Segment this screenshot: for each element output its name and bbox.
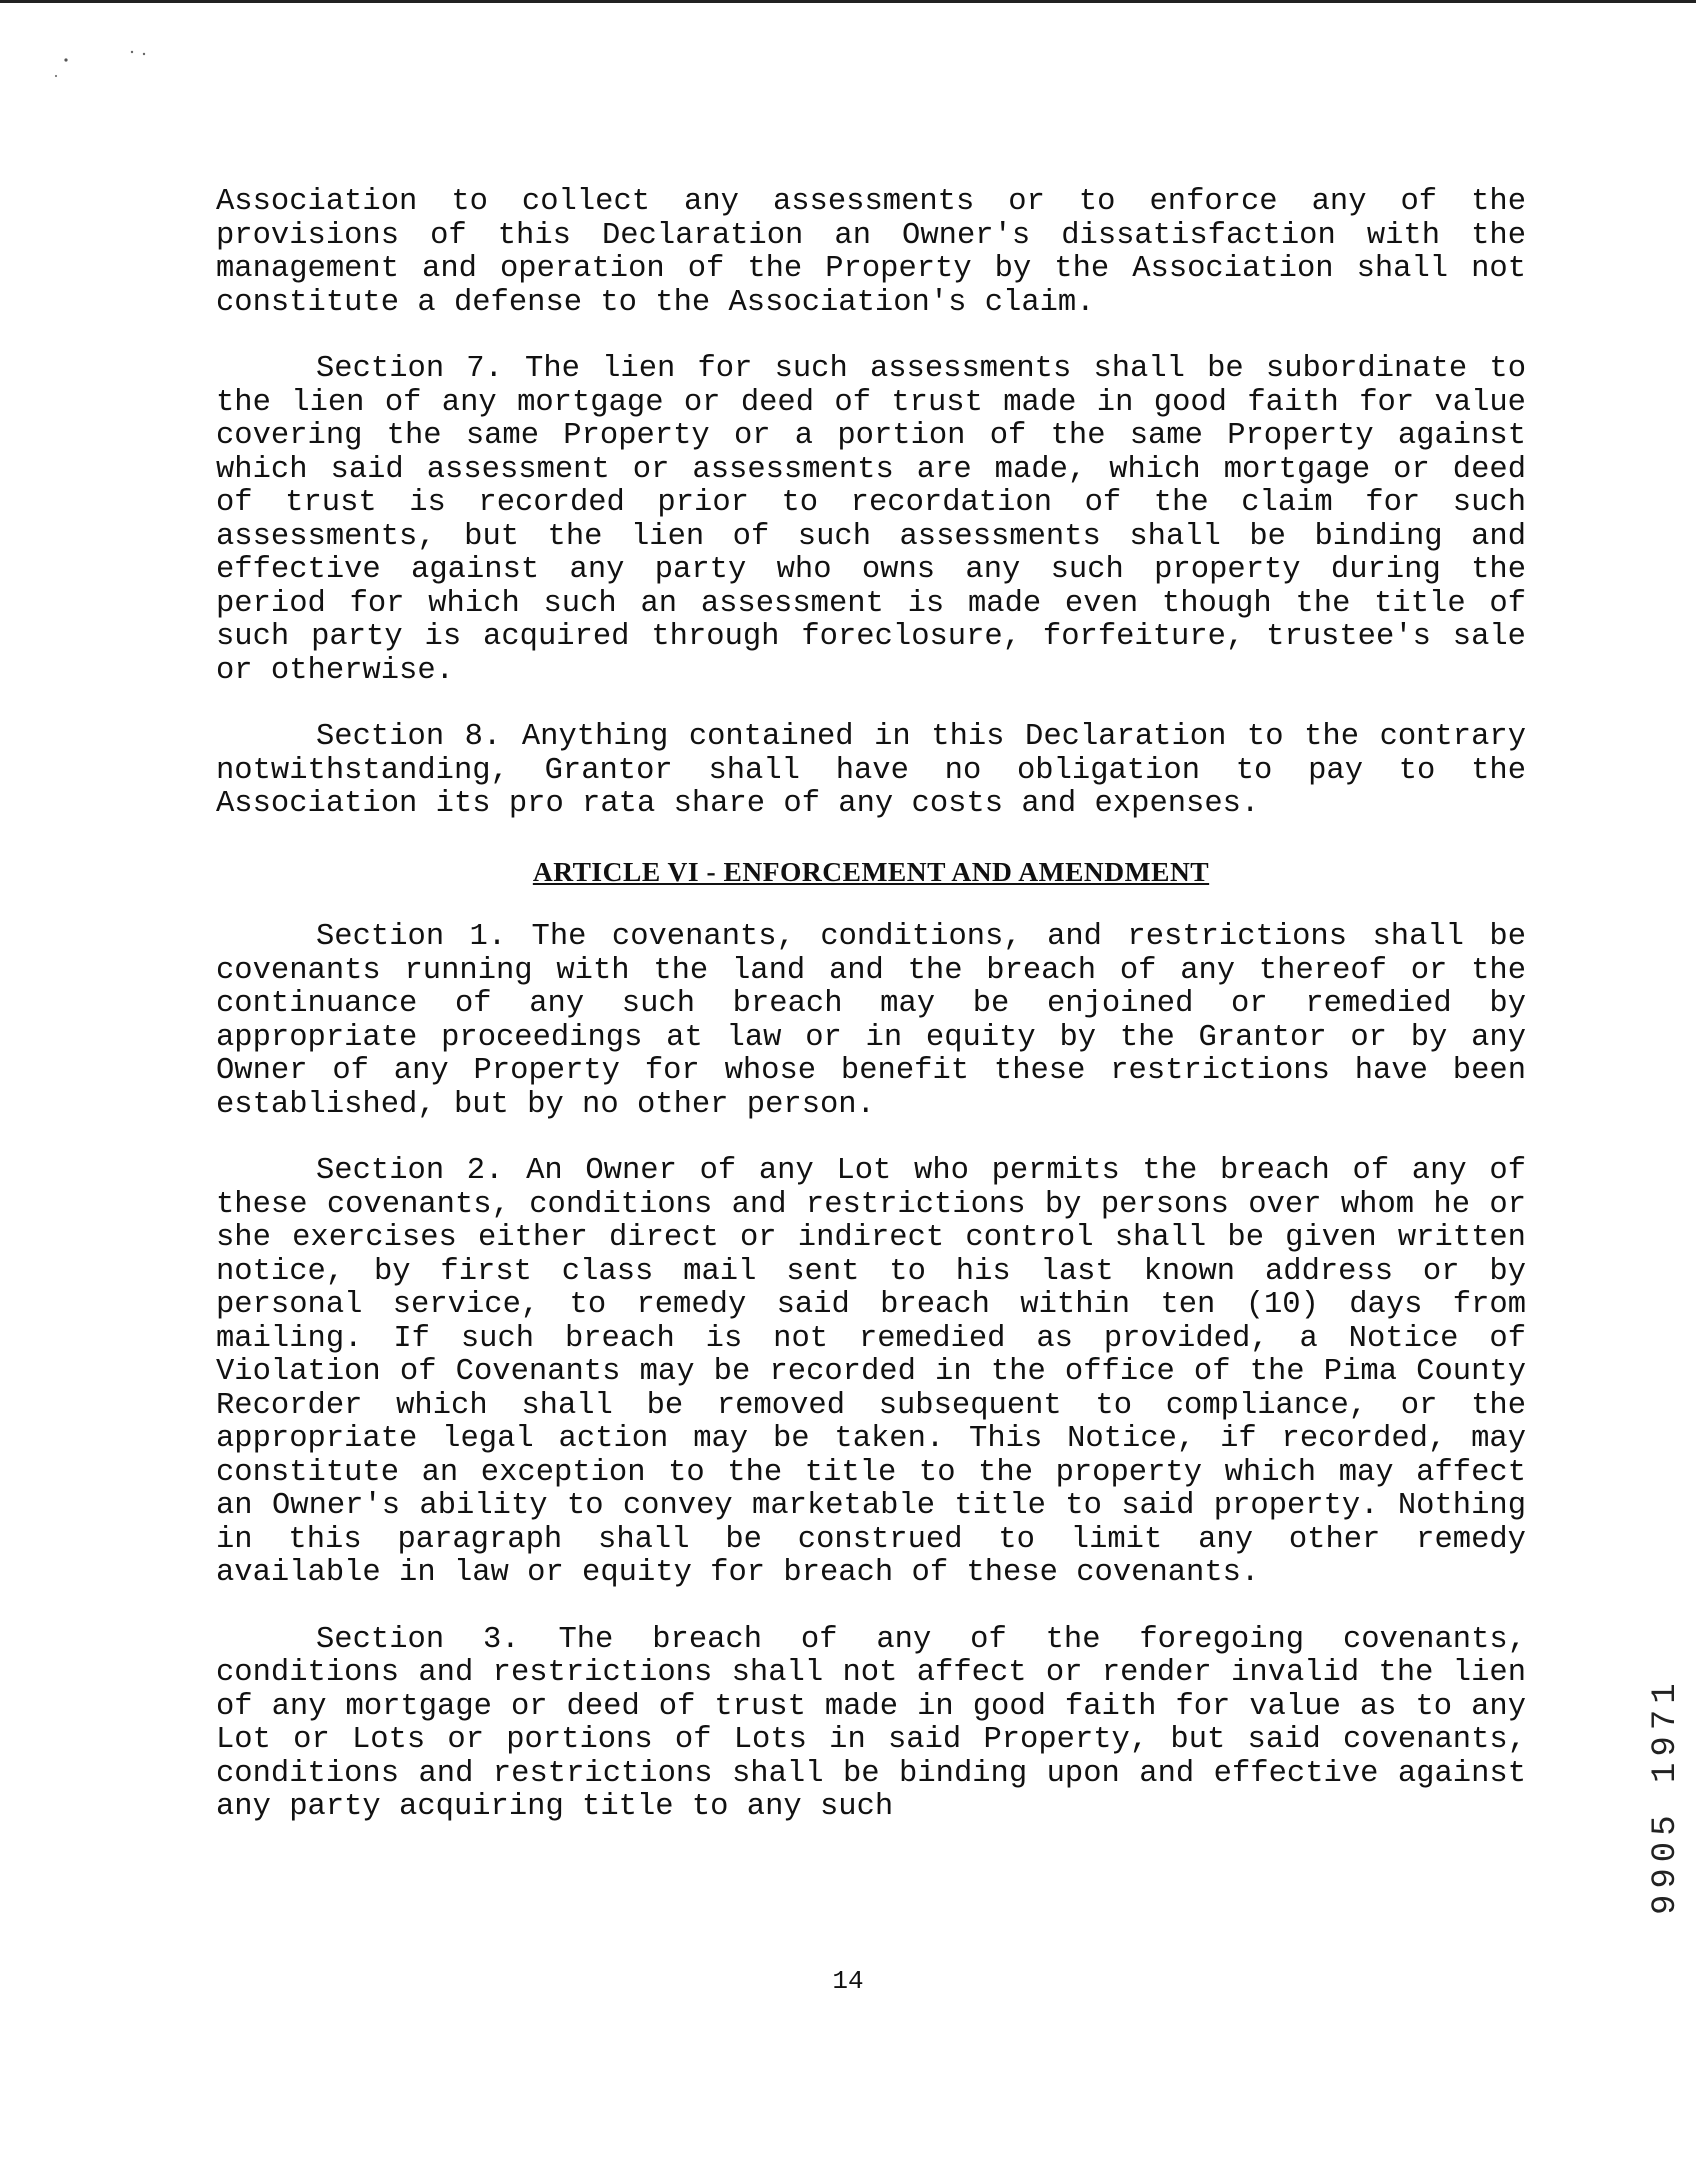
scan-speck-marks	[52, 50, 172, 90]
paragraph-section-8: Section 8. Anything contained in this Declaration to the contrary notwithstanding, Grantor shall have no obligation to pay to the Association its pro rata share of any costs and expenses.	[216, 720, 1526, 821]
paragraph-continuation: Association to collect any assessments or to enforce any of the provisions of this Declaration an Owner's dissatisfaction with the management and operation of the Property by the Association shall not constitute a defense to the Association's claim.	[216, 185, 1526, 320]
article-heading: ARTICLE VI - ENFORCEMENT AND AMENDMENT	[532, 855, 1210, 887]
document-body	[216, 186, 1526, 1858]
scan-top-edge	[0, 0, 1696, 3]
paragraph-article-section-2: Section 2. An Owner of any Lot who permits the breach of any of these covenants, conditions and restrictions by persons over whom he or she exercises either direct or indirect control shall be given written notice, by first class mail sent to his last known address or by personal service, to remedy said breach within ten (10) days from mailing. If such breach is not remedied as provided, a Notice of Violation of Covenants may be recorded in the office of the Pima County Recorder which shall be removed subsequent to compliance, or the appropriate legal action may be taken. This Notice, if recorded, may constitute an exception to the title to the property which may affect an Owner's ability to convey marketable title to said property. Nothing in this paragraph shall be construed to limit any other remedy available in law or equity for breach of these covenants.	[216, 1154, 1526, 1590]
recording-stamp-text: 9905 1971	[1647, 1677, 1685, 1915]
paragraph-article-section-3: Section 3. The breach of any of the foregoing covenants, conditions and restrictions shall not affect or render invalid the lien of any mortgage or deed of trust made in good faith for value as to any Lot or Lots or portions of Lots in said Property, but said covenants, conditions and restrictions shall be binding upon and effective against any party acquiring title to any such	[216, 1622, 1526, 1824]
paragraph-article-section-1: Section 1. The covenants, conditions, and restrictions shall be covenants running with the land and the breach of any thereof or the continuance of any such breach may be enjoined or remedied by appropriate proceedings at law or in equity by the Grantor or by any Owner of any Property for whose benefit these restrictions have been established, but by no other person.	[216, 920, 1526, 1122]
paragraph-section-7: Section 7. The lien for such assessments shall be subordinate to the lien of any mortgage or deed of trust made in good faith for value covering the same Property or a portion of the same Property against which said assessment or assessments are made, which mortgage or deed of trust is recorded prior to recordation of the claim for such assessments, but the lien of such assessments shall be binding and effective against any party who owns any such property during the period for which such an assessment is made even though the title of such party is acquired through foreclosure, forfeiture, trustee's sale or otherwise.	[216, 352, 1526, 688]
recording-stamp-rotated	[1647, 1590, 1685, 1920]
page-number: 14	[832, 1966, 864, 1996]
